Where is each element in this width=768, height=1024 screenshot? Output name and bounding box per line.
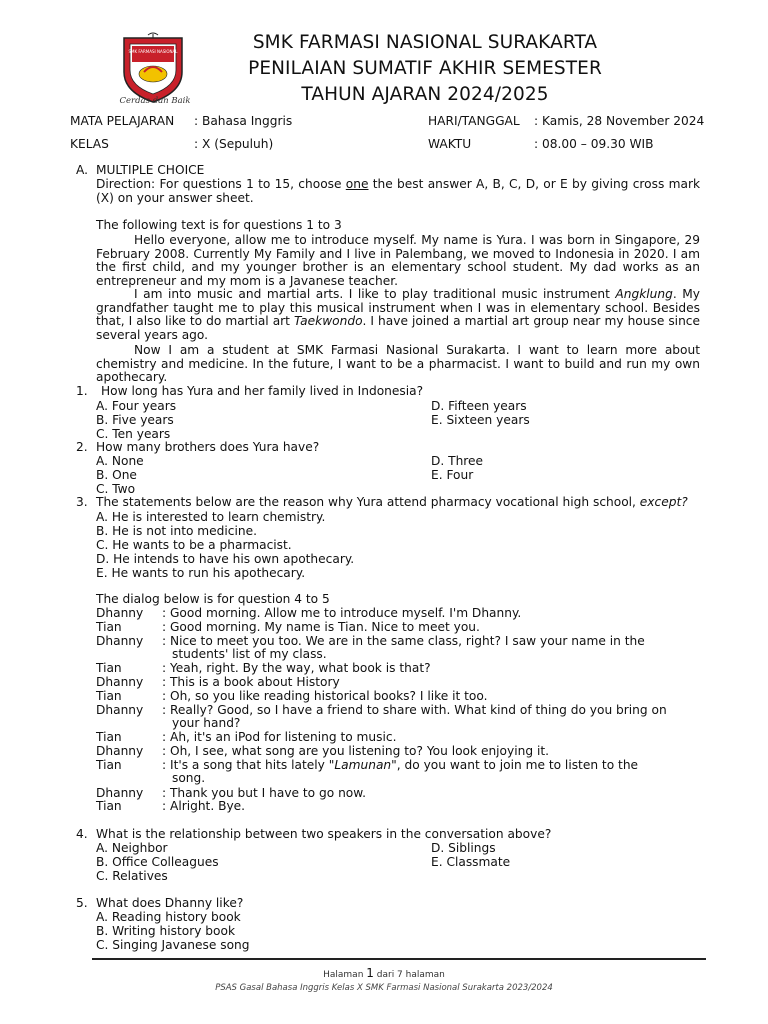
q2-option-a: A. None [96, 454, 144, 468]
dialog-speaker: Tian [96, 799, 122, 813]
q1-option-c: C. Ten years [96, 427, 171, 441]
q3-text: The statements below are the reason why Yura attend pharmacy vocational high school, except? [96, 495, 688, 509]
logo-text: SMK FARMASI NASIONAL [128, 49, 178, 54]
dialog-line: : Good morning. My name is Tian. Nice to meet you. [162, 620, 480, 634]
school-name: SMK FARMASI NASIONAL SURAKARTA [252, 32, 598, 53]
text1-paragraph-3: Now I am a student at SMK Farmasi Nasional Surakarta. I want to learn more about chemistry and medicine. In the future, I want to be a pharmacist. I want to build and run my own apothecary. [96, 343, 700, 385]
q5-option-c: C. Singing Javanese song [96, 938, 250, 952]
q4-option-a: A. Neighbor [96, 841, 168, 855]
dialog-speaker: Dhanny [96, 675, 144, 689]
dialog-line: : Thank you but I have to go now. [162, 786, 366, 800]
q4-option-e: E. Classmate [431, 855, 511, 869]
q5-number: 5. [76, 896, 88, 910]
q4-text: What is the relationship between two speakers in the conversation above? [96, 827, 552, 841]
q2-option-c: C. Two [96, 482, 136, 496]
dialog-line: : Oh, I see, what song are you listening to? You look enjoying it. [162, 744, 549, 758]
text1-paragraph-1: Hello everyone, allow me to introduce myself. My name is Yura. I was born in Singapore, 29 February 2008. Currently My Family and I live in Palembang, we moved to Indonesia in 2020. I am the first child, and my younger brother is an elementary school student. My dad works as an entrepreneur and my mom is a Javanese teacher. [96, 233, 700, 288]
school-logo [118, 32, 188, 104]
dialog-speaker: Dhanny [96, 703, 144, 717]
date-value: : Kamis, 28 November 2024 [534, 114, 705, 128]
dialog-line-continued: students' list of my class. [172, 647, 327, 661]
class-value: : X (Sepuluh) [194, 137, 274, 151]
footer-caption: PSAS Gasal Bahasa Inggris Kelas X SMK Farmasi Nasional Surakarta 2023/2024 [215, 983, 553, 993]
dialog-speaker: Dhanny [96, 744, 144, 758]
date-label: HARI/TANGGAL [428, 114, 520, 128]
school-motto: Cerdas dan Baik [119, 96, 191, 106]
dialog-speaker: Tian [96, 689, 122, 703]
q2-option-d: D. Three [431, 454, 484, 468]
dialog-speaker: Tian [96, 620, 122, 634]
q2-option-e: E. Four [431, 468, 474, 482]
q3-option-c: C. He wants to be a pharmacist. [96, 538, 292, 552]
exam-title: PENILAIAN SUMATIF AKHIR SEMESTER [248, 58, 602, 79]
class-label: KELAS [70, 137, 109, 151]
text1-heading: The following text is for questions 1 to 3 [96, 218, 342, 232]
dialog-speaker: Tian [96, 758, 122, 772]
q4-option-c: C. Relatives [96, 869, 168, 883]
dialog-line: : Ah, it's an iPod for listening to music. [162, 730, 397, 744]
time-value: : 08.00 – 09.30 WIB [534, 137, 654, 151]
q1-number: 1. [76, 384, 88, 398]
dialog-speaker: Dhanny [96, 634, 144, 648]
q4-option-b: B. Office Colleagues [96, 855, 219, 869]
dialog-speaker: Tian [96, 730, 122, 744]
section-direction: Direction: For questions 1 to 15, choose one the best answer A, B, C, D, or E by giving cross mark (X) on your answer sheet. [96, 177, 701, 205]
dialog-speaker: Tian [96, 661, 122, 675]
dialog-line: : Really? Good, so I have a friend to share with. What kind of thing do you bring on [162, 703, 667, 717]
dialog-line: : Nice to meet you too. We are in the same class, right? I saw your name in the [162, 634, 645, 648]
dialog-line: : Alright. Bye. [162, 799, 246, 813]
q1-option-e: E. Sixteen years [431, 413, 530, 427]
dialog-line-continued: your hand? [172, 716, 241, 730]
q3-number: 3. [76, 495, 88, 509]
q3-option-b: B. He is not into medicine. [96, 524, 257, 538]
dialog-line: : Good morning. Allow me to introduce myself. I'm Dhanny. [162, 606, 522, 620]
q2-number: 2. [76, 440, 88, 454]
time-label: WAKTU [428, 137, 472, 151]
q3-option-d: D. He intends to have his own apothecary. [96, 552, 355, 566]
dialog-line: : Oh, so you like reading historical books? I like it too. [162, 689, 488, 703]
q4-number: 4. [76, 827, 88, 841]
section-title: MULTIPLE CHOICE [96, 163, 205, 177]
q1-option-a: A. Four years [96, 399, 177, 413]
subject-label: MATA PELAJARAN [70, 114, 175, 128]
q3-option-e: E. He wants to run his apothecary. [96, 566, 306, 580]
q5-option-b: B. Writing history book [96, 924, 236, 938]
q1-option-d: D. Fifteen years [431, 399, 527, 413]
dialog-line: : It's a song that hits lately "Lamunan", do you want to join me to listen to the [162, 758, 639, 772]
q5-option-a: A. Reading history book [96, 910, 241, 924]
section-letter: A. [76, 163, 88, 177]
dialog-heading: The dialog below is for question 4 to 5 [96, 592, 330, 606]
dialog-line: : This is a book about History [162, 675, 340, 689]
q1-text: How long has Yura and her family lived in Indonesia? [101, 384, 424, 398]
dialog-speaker: Dhanny [96, 786, 144, 800]
page-number: Halaman 1 dari 7 halaman [323, 966, 445, 980]
text1-paragraph-2: I am into music and martial arts. I like to play traditional music instrument Angklung. My grandfather taught me to play this musical instrument when I was in elementary school. Besides that, I also like to do martial art Taekwondo. I have joined a martial art group near my house since several years ago. [96, 287, 700, 342]
q5-text: What does Dhanny like? [96, 896, 244, 910]
dialog-speaker: Dhanny [96, 606, 144, 620]
q2-option-b: B. One [96, 468, 137, 482]
q3-option-a: A. He is interested to learn chemistry. [96, 510, 326, 524]
subject-value: : Bahasa Inggris [194, 114, 293, 128]
q4-option-d: D. Siblings [431, 841, 496, 855]
q1-option-b: B. Five years [96, 413, 174, 427]
footer-divider [92, 958, 706, 960]
academic-year: TAHUN AJARAN 2024/2025 [301, 84, 549, 105]
dialog-line-continued: song. [172, 771, 206, 785]
q2-text: How many brothers does Yura have? [96, 440, 320, 454]
dialog-line: : Yeah, right. By the way, what book is that? [162, 661, 431, 675]
